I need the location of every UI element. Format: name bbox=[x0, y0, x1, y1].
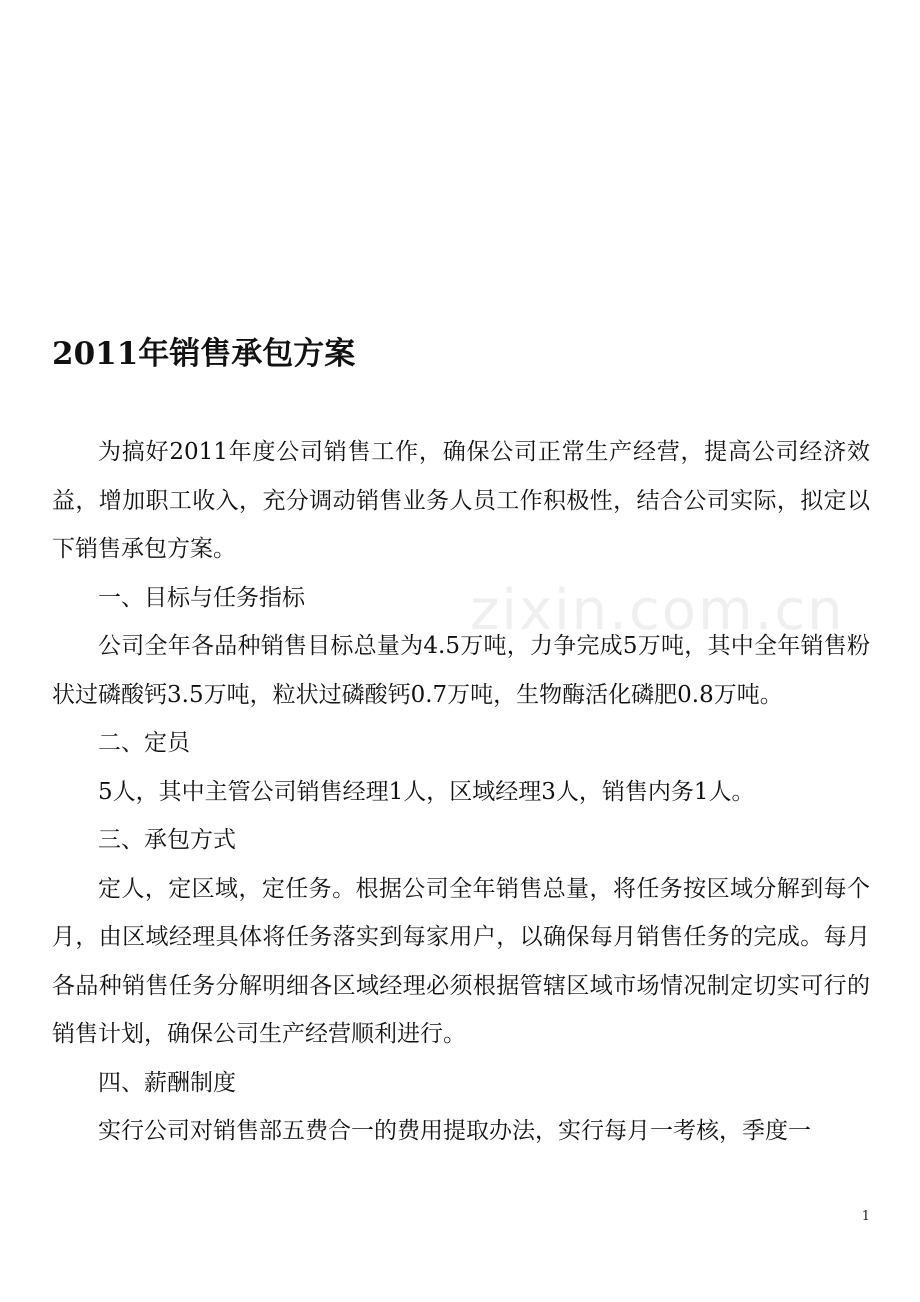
contract-method-paragraph: 定人，定区域，定任务。根据公司全年销售总量，将任务按区域分解到每个月，由区域经理具体将任务落实到每家用户，以确保每月销售任务的完成。每月各品种销售任务分解明细各区域经理必须根据管辖区域市场情况制定切实可行的销售计划，确保公司生产经营顺利进行。 bbox=[52, 875, 870, 1047]
section-heading-contract-method: 三、承包方式 bbox=[98, 827, 236, 853]
targets-paragraph: 公司全年各品种销售目标总量为4.5万吨，力争完成5万吨，其中全年销售粉状过磷酸钙3.5万吨，粒状过磷酸钙0.7万吨，生物酶活化磷肥0.8万吨。 bbox=[52, 633, 870, 708]
intro-paragraph: 为搞好2011年度公司销售工作，确保公司正常生产经营，提高公司经济效益，增加职工收入，充分调动销售业务人员工作积极性，结合公司实际，拟定以下销售承包方案。 bbox=[52, 439, 870, 562]
page-number: 1 bbox=[861, 1209, 870, 1224]
section-heading-targets: 一、目标与任务指标 bbox=[98, 584, 305, 611]
section-heading-staffing: 二、定员 bbox=[98, 730, 190, 756]
compensation-paragraph: 实行公司对销售部五费合一的费用提取办法，实行每月一考核，季度一 bbox=[98, 1118, 811, 1144]
document-title: 2011年销售承包方案 bbox=[52, 336, 356, 372]
staffing-paragraph: 5人，其中主管公司销售经理1人，区域经理3人，销售内务1人。 bbox=[98, 778, 755, 805]
section-heading-compensation: 四、薪酬制度 bbox=[98, 1069, 236, 1096]
watermark: zixin.com.cn bbox=[470, 578, 845, 643]
document-body bbox=[52, 428, 870, 1156]
